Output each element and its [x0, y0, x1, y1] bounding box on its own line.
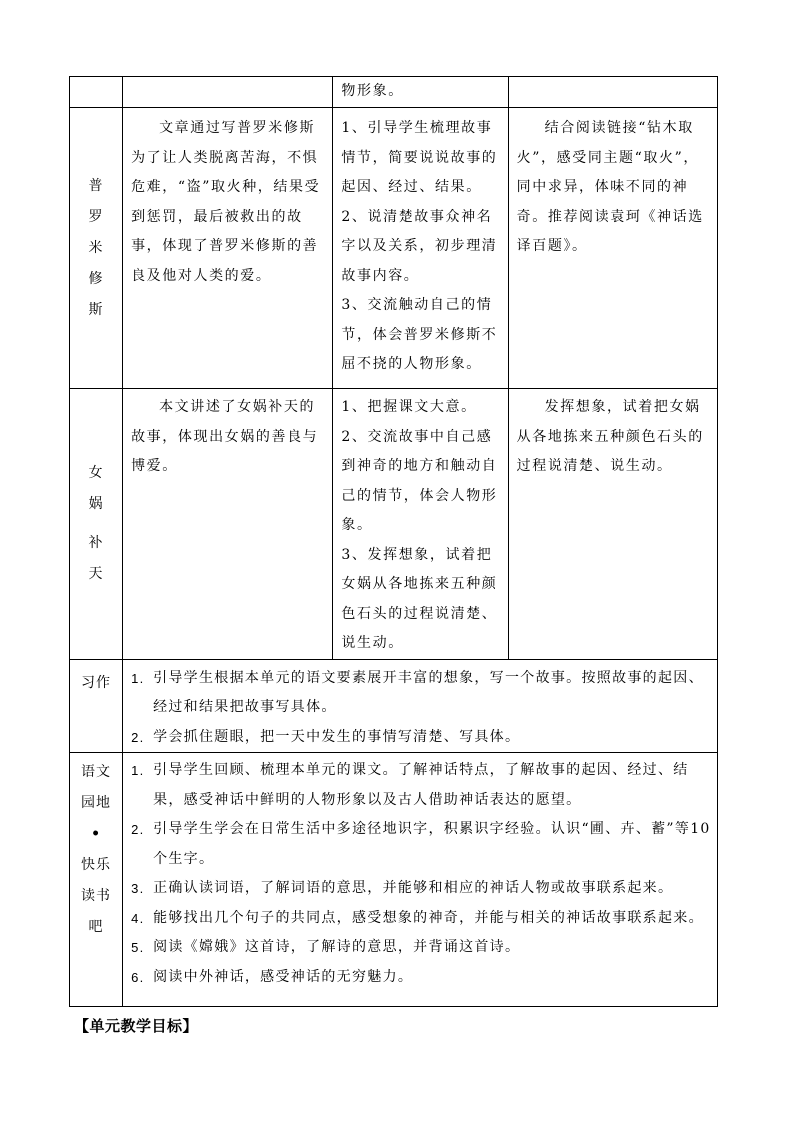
lesson-title-nuwa: 女 娲 补 天: [70, 389, 123, 660]
table-row-prometheus: [70, 108, 718, 389]
list-item: 4. 能够找出几个句子的共同点，感受想象的神奇，并能与相关的神话故事联系起来。: [131, 909, 704, 926]
garden-list: [123, 753, 717, 992]
goals-list: [333, 108, 507, 380]
goal-item: 2、说清楚故事众神名字以及关系，初步理清故事内容。: [341, 208, 498, 284]
list-item: 5. 阅读《嫦娥》这首诗，了解诗的意思，并背诵这首诗。: [131, 939, 521, 955]
lesson-plan-table: [69, 76, 718, 1007]
list-item: 2. 引导学生学会在日常生活中多途径地识字，积累识字经验。认识“圃、卉、蓄”等10个生字。: [131, 821, 711, 867]
cell-writing-items: [123, 659, 718, 753]
cell-summary: [123, 389, 333, 660]
extension-text: 结合阅读链接“钻木取火”，感受同主题“取火”，同中求异，体味不同的神奇。推荐阅读袁珂《神话选译百题》。: [516, 120, 704, 254]
table-row-continuation: [70, 77, 718, 108]
cell-extension: [508, 108, 717, 389]
extension-text: 发挥想象，试着把女娲从各地拣来五种颜色石头的过程说清楚、说生动。: [516, 399, 704, 474]
table-row-writing: [70, 659, 718, 753]
writing-list: [123, 660, 717, 753]
section-title-writing: 习作: [70, 659, 123, 753]
list-item: 1. 引导学生根据本单元的语文要素展开丰富的想象，写一个故事。按照故事的起因、经过和结果把故事写具体。: [131, 669, 704, 715]
list-item: 2. 学会抓住题眼，把一天中发生的事情写清楚、写具体。: [131, 728, 521, 745]
summary-text: 本文讲述了女娲补天的故事，体现出女娲的善良与博爱。: [131, 399, 319, 474]
section-title-garden: 语文 园地 • 快乐 读书 吧: [70, 753, 123, 1007]
goal-continuation-text: 物形象。: [341, 83, 404, 99]
list-item: 1. 引导学生回顾、梳理本单元的课文。了解神话特点，了解故事的起因、经过、结果，感受神话中鲜明的人物形象以及古人借助神话表达的愿望。: [131, 762, 689, 808]
goal-item: 3、交流触动自己的情节，体会普罗米修斯不屈不挠的人物形象。: [341, 297, 498, 372]
list-item: 6. 阅读中外神话，感受神话的无穷魅力。: [131, 968, 414, 985]
summary-text: 文章通过写普罗米修斯为了让人类脱离苦海，不惧危难，“盗”取火种，结果受到惩罚，最后被救出的故事，体现了普罗米修斯的善良及他对人类的爱。: [131, 120, 321, 284]
table-row-nuwa: [70, 389, 718, 660]
cell-empty: [123, 77, 333, 108]
goal-item: 1、把握课文大意。: [341, 399, 477, 415]
cell-goals: [333, 108, 508, 389]
goal-item: 2、交流故事中自己感到神奇的地方和触动自己的情节，体会人物形象。: [341, 428, 498, 533]
table-row-garden: [70, 753, 718, 1007]
goals-list: [333, 389, 507, 659]
cell-empty: [70, 77, 123, 108]
cell-goal-continuation: [333, 77, 508, 108]
cell-empty: [508, 77, 717, 108]
goal-item: 3、发挥想象，试着把女娲从各地拣来五种颜色石头的过程说清楚、说生动。: [341, 546, 498, 651]
goal-item: 1、引导学生梳理故事情节，简要说说故事的起因、经过、结果。: [341, 120, 498, 195]
cell-goals: [333, 389, 508, 660]
lesson-title-prometheus: 普 罗 米 修 斯: [70, 108, 123, 389]
cell-garden-items: [123, 753, 718, 1007]
section-heading: 【单元教学目标】: [74, 1017, 199, 1035]
cell-extension: [508, 389, 717, 660]
list-item: 3. 正确认读词语，了解词语的意思，并能够和相应的神话人物或故事联系起来。: [131, 880, 674, 896]
cell-summary: [123, 108, 333, 389]
